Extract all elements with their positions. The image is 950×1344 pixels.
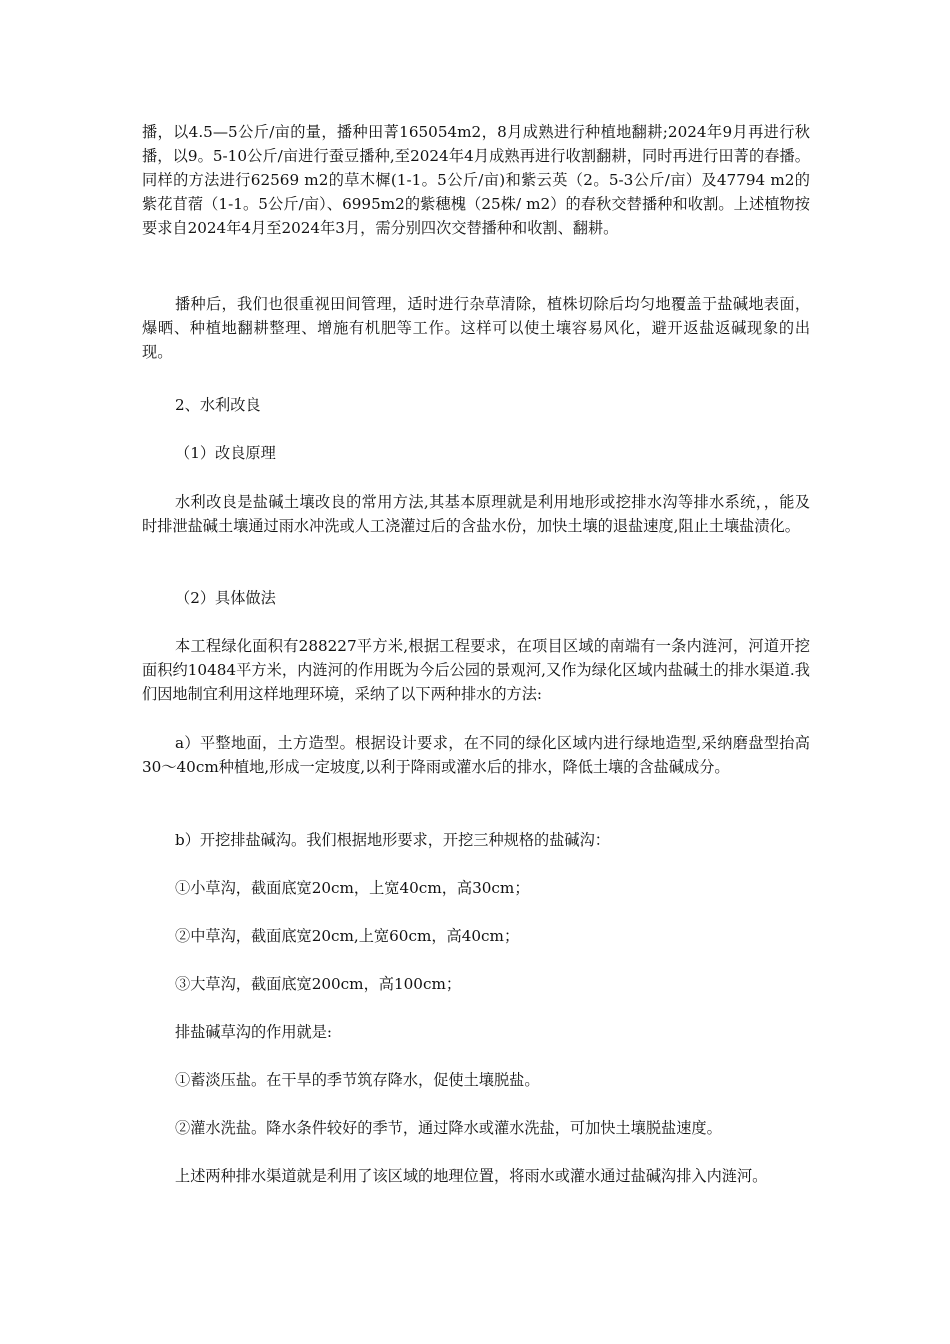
paragraph-planting-schedule: 播，以4.5—5公斤/亩的量，播种田菁165054m2，8月成熟进行种植地翻耕;2024年9月再进行秋播，以9。5-10公斤/亩进行蚕豆播种,至2024年4月成熟再进行收割翻耕，同时再进行田菁的春播。同样的方法进行62569 m2的草木樨(1-1。5公斤/亩)和紫云英（2。5-3公斤/亩）及47794 m2的紫花苜蓿（1-1。5公斤/亩）、6995m2的紫穗槐（25株/ m2）的春秋交替播种和收割。上述植物按要求自2024年4月至2024年3月，需分别四次交替播种和收割、翻耕。 bbox=[142, 123, 810, 237]
heading-specific-method: （2）具体做法 bbox=[175, 589, 276, 607]
heading-water-improvement: 2、水利改良 bbox=[175, 396, 261, 414]
paragraph-ditch-intro: b）开挖排盐碱沟。我们根据地形要求，开挖三种规格的盐碱沟： bbox=[175, 831, 610, 849]
list-item-store-fresh-water: ①蓄淡压盐。在干旱的季节筑存降水，促使土壤脱盐。 bbox=[175, 1071, 540, 1089]
paragraph-ground-leveling: a）平整地面，土方造型。根据设计要求，在不同的绿化区域内进行绿地造型,采纳磨盘型抬高30～40cm种植地,形成一定坡度,以利于降雨或灌水后的排水，降低土壤的含盐碱成分。 bbox=[142, 734, 810, 776]
paragraph-project-overview: 本工程绿化面积有288227平方米,根据工程要求，在项目区域的南端有一条内涟河，河道开挖面积约10484平方米，内涟河的作用既为今后公园的景观河,又作为绿化区域内盐碱土的排水渠道.我们因地制宜利用这样地理环境，采纳了以下两种排水的方法: bbox=[142, 637, 810, 703]
heading-improvement-principle: （1）改良原理 bbox=[175, 444, 276, 462]
paragraph-conclusion: 上述两种排水渠道就是利用了该区域的地理位置，将雨水或灌水通过盐碱沟排入内涟河。 bbox=[175, 1167, 768, 1185]
list-item-irrigation-washing: ②灌水洗盐。降水条件较好的季节，通过降水或灌水洗盐，可加快土壤脱盐速度。 bbox=[175, 1119, 722, 1137]
list-item-small-ditch: ①小草沟，截面底宽20cm，上宽40cm，高30cm； bbox=[175, 879, 530, 897]
paragraph-principle: 水利改良是盐碱土壤改良的常用方法,其基本原理就是利用地形或挖排水沟等排水系统，，能及时排泄盐碱土壤通过雨水冲洗或人工浇灌过后的含盐水份，加快土壤的退盐速度,阻止土壤盐渍化。 bbox=[142, 493, 810, 535]
list-item-large-ditch: ③大草沟，截面底宽200cm，高100cm； bbox=[175, 975, 462, 993]
paragraph-ditch-function-intro: 排盐碱草沟的作用就是: bbox=[175, 1023, 332, 1041]
paragraph-field-management: 播种后，我们也很重视田间管理，适时进行杂草清除，植株切除后均匀地覆盖于盐碱地表面，爆晒、种植地翻耕整理、增施有机肥等工作。这样可以使土壤容易风化，避开返盐返碱现象的出现。 bbox=[142, 295, 810, 361]
list-item-medium-ditch: ②中草沟，截面底宽20cm,上宽60cm，高40cm； bbox=[175, 927, 520, 945]
